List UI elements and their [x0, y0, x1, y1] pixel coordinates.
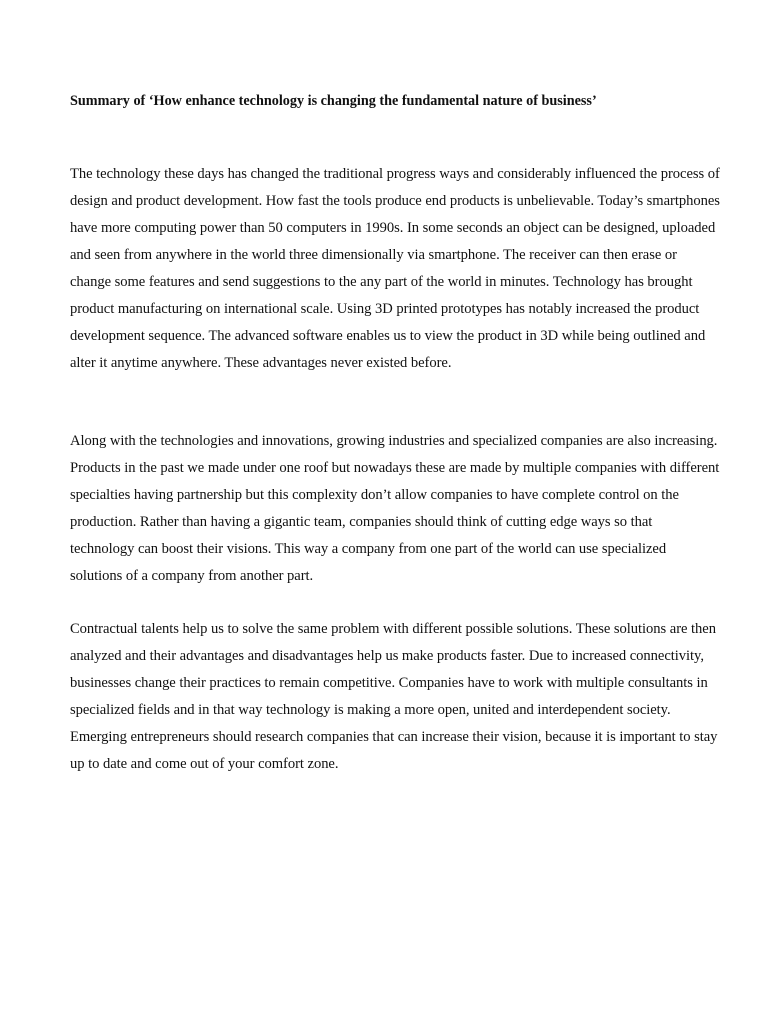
paragraph-3: Contractual talents help us to solve the same problem with different possible solutions. These solutions are then analyzed and their advantages and disadvantages help us make products faster. Due to increased connectivity, businesses change their practices to remain competitive. Companies have to work with multiple consultants in specialized fields and in that way technology is making a more open, united and interdependent society. Emerging entrepreneurs should research companies that can increase their vision, because it is important to stay up to date and come out of your comfort zone. — [70, 621, 718, 772]
paragraph-2: Along with the technologies and innovations, growing industries and specialized companies are also increasing. Products in the past we made under one roof but nowadays these are made by multiple companies with different specialties having partnership but this complexity don’t allow companies to have complete control on the production. Rather than having a gigantic team, companies should think of cutting edge ways so that technology can boost their visions. This way a company from one part of the world can use specialized solutions of a company from another part. — [70, 433, 720, 584]
document-title: Summary of ‘How enhance technology is changing the fundamental nature of business’ — [70, 93, 597, 109]
paragraph-1: The technology these days has changed the traditional progress ways and considerably influenced the process of design and product development. How fast the tools produce end products is unbelievable. Today’s smartphones have more computing power than 50 computers in 1990s. In some seconds an object can be designed, uploaded and seen from anywhere in the world three dimensionally via smartphone. The receiver can then erase or change some features and send suggestions to the any part of the world in minutes. Technology has brought product manufacturing on international scale. Using 3D printed prototypes has notably increased the product development sequence. The advanced software enables us to view the product in 3D while being outlined and alter it anytime anywhere. These advantages never existed before. — [70, 166, 720, 371]
